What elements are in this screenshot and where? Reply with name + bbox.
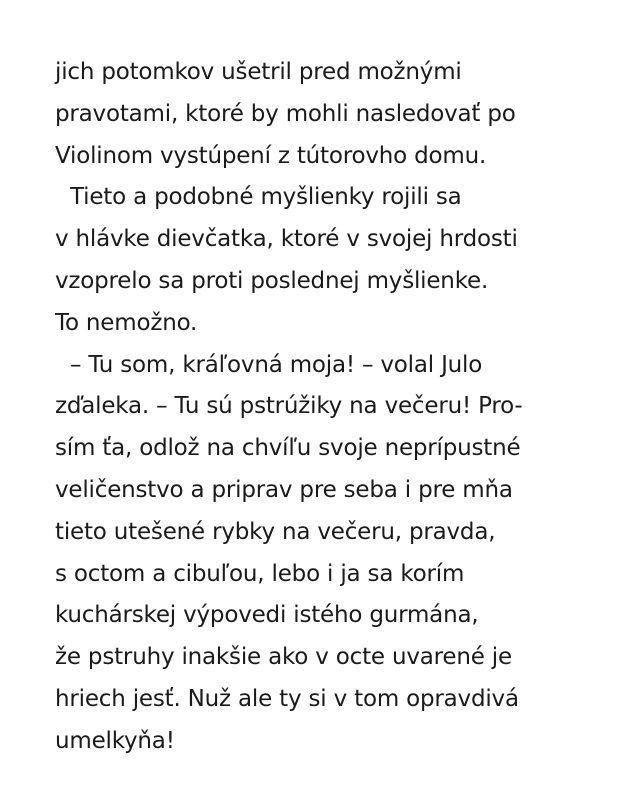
text-line: umelkyňa! — [55, 727, 175, 754]
text-line: Violinom vystúpení z tútorovho domu. — [55, 142, 487, 169]
text-line: zďaleka. – Tu sú pstrúžiky na večeru! Pro- — [55, 393, 523, 420]
paragraph-start-line: Tieto a podobné myšlienky rojili sa — [70, 184, 462, 211]
text-line: pravotami, ktoré by mohli nasledovať po — [55, 100, 516, 127]
text-line: s octom a cibuľou, lebo i ja sa korím — [55, 560, 465, 587]
text-line: hriech jesť. Nuž ale ty si v tom opravdivá — [55, 685, 519, 712]
text-line: kuchárskej výpovedi istého gurmána, — [55, 602, 479, 629]
text-line: sím ťa, odlož na chvíľu svoje neprípustné — [55, 435, 521, 462]
text-line: jich potomkov ušetril pred možnými — [55, 59, 462, 85]
text-line: veličenstvo a priprav pre seba i pre mňa — [55, 476, 513, 503]
text-line: To nemožno. — [55, 309, 198, 336]
text-line: v hlávke dievčatka, ktoré v svojej hrdosti — [55, 226, 518, 253]
text-line: že pstruhy inakšie ako v octe uvarené je — [55, 644, 512, 671]
text-line: tieto utešené rybky na večeru, pravda, — [55, 518, 496, 545]
text-line: vzoprelo sa proti poslednej myšlienke. — [55, 267, 489, 294]
paragraph-start-line: – Tu som, kráľovná moja! – volal Julo — [70, 351, 483, 378]
